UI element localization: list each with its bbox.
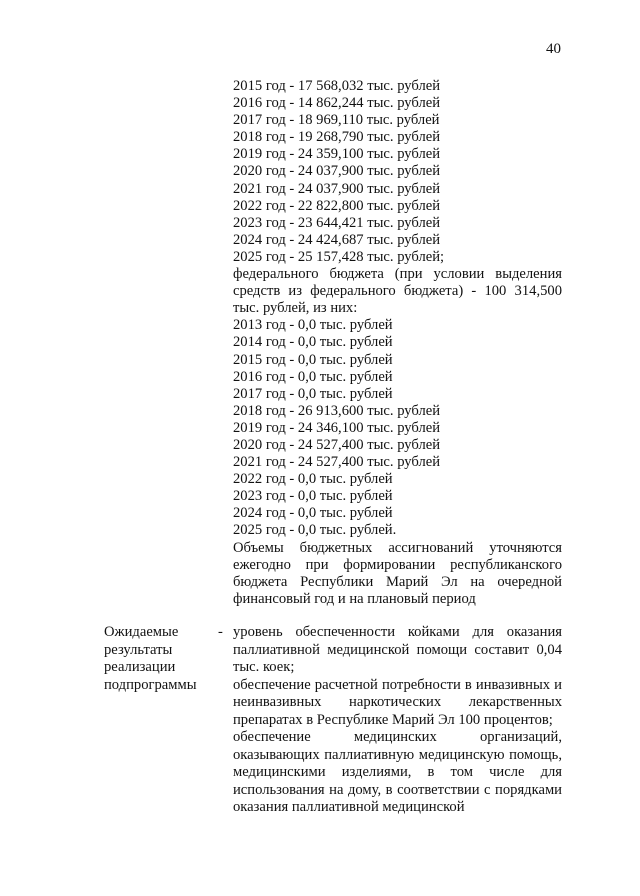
- federal-budget-years: [233, 317, 562, 539]
- page-number: 40: [546, 41, 561, 57]
- funding-section: [233, 78, 562, 608]
- result-item: уровень обеспеченности койками для оказания паллиативной медицинской помощи составит 0,04 тыс. коек;: [233, 624, 562, 675]
- year-line: 2019 год - 24 359,100 тыс. рублей: [233, 146, 441, 163]
- year-line: 2019 год - 24 346,100 тыс. рублей: [233, 419, 441, 436]
- year-line: 2020 год - 24 527,400 тыс. рублей: [233, 436, 441, 453]
- year-line: 2017 год - 18 969,110 тыс. рублей: [233, 112, 440, 129]
- year-line: 2016 год - 14 862,244 тыс. рублей: [233, 95, 441, 112]
- results-list: [233, 624, 562, 817]
- year-line: 2016 год - 0,0 тыс. рублей: [233, 368, 393, 385]
- year-line: 2017 год - 0,0 тыс. рублей: [233, 385, 393, 402]
- year-line: 2020 год - 24 037,900 тыс. рублей: [233, 163, 441, 180]
- year-line: 2024 год - 0,0 тыс. рублей: [233, 505, 393, 522]
- republic-budget-years: [233, 78, 562, 266]
- year-line: 2022 год - 0,0 тыс. рублей: [233, 471, 393, 488]
- year-line: 2015 год - 0,0 тыс. рублей: [233, 351, 393, 368]
- year-line: 2022 год - 22 822,800 тыс. рублей: [233, 197, 441, 214]
- year-line: 2025 год - 0,0 тыс. рублей.: [233, 522, 397, 539]
- year-line: 2014 год - 0,0 тыс. рублей: [233, 334, 393, 351]
- year-line: 2024 год - 24 424,687 тыс. рублей: [233, 231, 441, 248]
- year-line: 2013 год - 0,0 тыс. рублей: [233, 317, 393, 334]
- result-item: обеспечение медицинских организаций, оказывающих паллиативную медицинскую помощь, медицинскими изделиями, в том числе для использования на дому, в соответствии с порядками оказания паллиативной медицинской: [233, 729, 562, 815]
- year-line: 2023 год - 0,0 тыс. рублей: [233, 488, 393, 505]
- year-line: 2018 год - 26 913,600 тыс. рублей: [233, 402, 441, 419]
- year-line: 2021 год - 24 037,900 тыс. рублей: [233, 180, 441, 197]
- results-dash: -: [218, 624, 223, 640]
- year-line: 2025 год - 25 157,428 тыс. рублей;: [233, 248, 445, 265]
- results-label: Ожидаемые результаты реализации подпрограммы: [104, 624, 197, 693]
- federal-budget-intro: федерального бюджета (при условии выделения средств из федерального бюджета) - 100 314,500 тыс. рублей, из них:: [233, 266, 562, 317]
- year-line: 2015 год - 17 568,032 тыс. рублей: [233, 78, 441, 94]
- year-line: 2018 год - 19 268,790 тыс. рублей: [233, 129, 441, 146]
- year-line: 2023 год - 23 644,421 тыс. рублей: [233, 214, 441, 231]
- year-line: 2021 год - 24 527,400 тыс. рублей: [233, 454, 441, 471]
- budget-note: Объемы бюджетных ассигнований уточняются ежегодно при формировании республиканского бюджета Республики Марий Эл на очередной финансовый год и на плановый период: [233, 539, 562, 607]
- result-item: обеспечение расчетной потребности в инвазивных и неинвазивных наркотических лекарственных препаратах в Республике Марий Эл 100 процентов;: [233, 676, 562, 728]
